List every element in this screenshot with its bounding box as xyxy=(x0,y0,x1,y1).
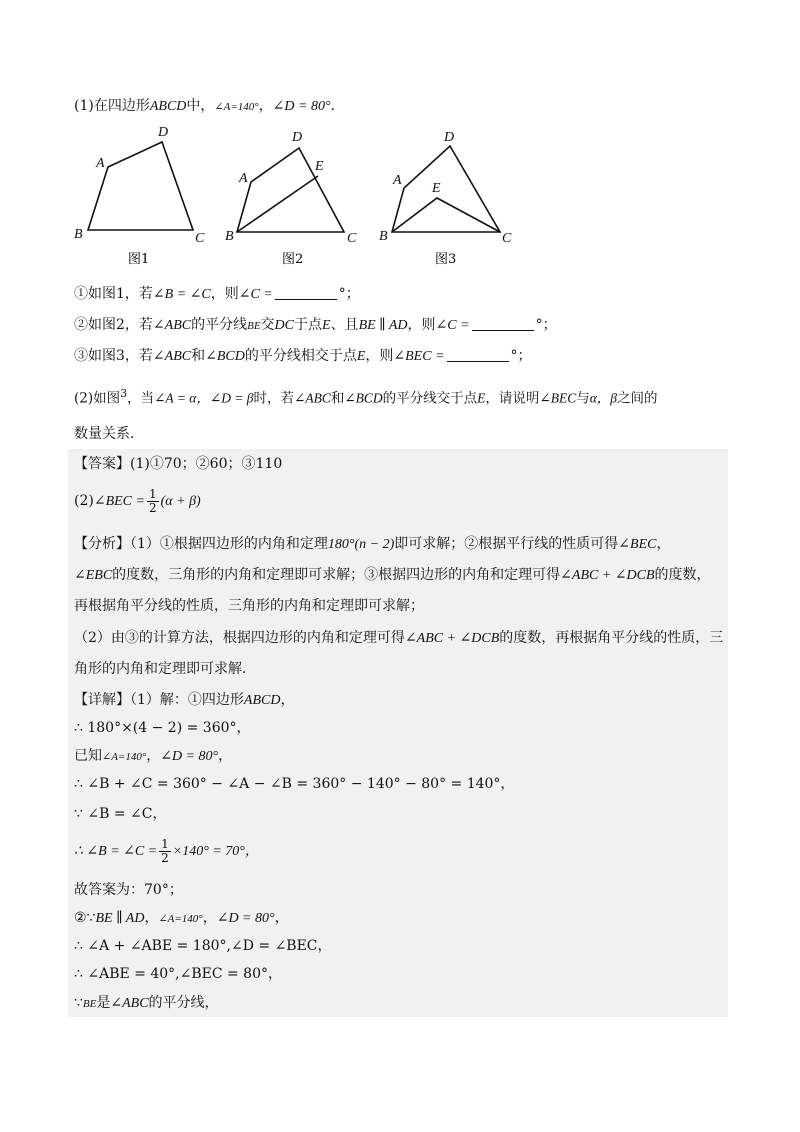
detail-line5: ∵ ∠B = ∠C， xyxy=(74,806,167,822)
math: ∠ABC xyxy=(152,349,192,364)
math: E xyxy=(477,390,486,406)
text: ，当 xyxy=(127,390,155,407)
detail-line2: ∴ 180°×(4 − 2) = 360°， xyxy=(74,720,251,736)
detail-line8 xyxy=(74,908,289,929)
fig3-label-c: C xyxy=(502,231,512,246)
detail-line6 xyxy=(74,836,259,867)
detail-line7 xyxy=(74,880,183,900)
math: ∠BEC xyxy=(539,390,577,406)
fig3-label-d: D xyxy=(444,130,455,145)
math: ABCD xyxy=(149,99,187,114)
fraction xyxy=(147,488,159,515)
answer-value: 70 xyxy=(163,456,182,472)
math: (α + β) xyxy=(160,494,201,509)
fig2-caption: 图2 xyxy=(282,252,304,267)
text: ，则 xyxy=(407,317,436,333)
text: 中， xyxy=(186,98,215,114)
text: 于点 xyxy=(294,317,322,333)
math: ∠B = ∠C xyxy=(152,287,211,302)
text: 的平分线 xyxy=(191,317,248,333)
text: 的平分线， xyxy=(148,995,219,1011)
answer-value: 60 xyxy=(209,456,228,472)
item-3 xyxy=(74,346,532,367)
fig2-label-c: C xyxy=(347,231,357,246)
text: 【答案】(1)① xyxy=(74,456,164,472)
text: 时，若 xyxy=(253,390,295,407)
fig2-label-a: A xyxy=(239,171,248,186)
fig2-label-e: E xyxy=(315,159,324,174)
detail-line11 xyxy=(74,993,219,1014)
fraction-num: 1 xyxy=(161,836,169,851)
text: (2)如图 xyxy=(74,390,121,407)
part1-intro xyxy=(74,96,345,117)
answer-value: 110 xyxy=(255,456,283,472)
math: ∠BEC xyxy=(618,537,657,552)
fig3-label-e: E xyxy=(432,181,441,196)
text: ，请说明 xyxy=(485,390,540,407)
text: 的度数， xyxy=(654,567,711,583)
text: ；② xyxy=(181,456,210,472)
detail-line4: ∴ ∠B + ∠C = 360° − ∠A − ∠B = 360° − 140° − 80° = 140°， xyxy=(74,776,515,792)
math: BE ∥ AD xyxy=(95,911,145,926)
text: ①如图1，若 xyxy=(74,286,153,302)
math: ∠ABC xyxy=(152,318,192,333)
math: ∠ABC + ∠DCB xyxy=(560,568,655,583)
math: DC xyxy=(274,318,294,333)
math: BE ∥ AD xyxy=(358,318,408,333)
math: ∠ABC + ∠DCB xyxy=(404,631,500,646)
figure-3 xyxy=(392,146,500,232)
item-1 xyxy=(74,284,360,305)
answer-value: 70° xyxy=(144,882,169,898)
detail-line3 xyxy=(74,746,232,767)
text: ； xyxy=(168,882,183,898)
text: 的平分线相交于点 xyxy=(244,348,357,364)
math: 180°(n − 2) xyxy=(327,537,395,552)
figure-2 xyxy=(237,148,344,232)
fig1-label-d: D xyxy=(158,125,169,140)
math: ∠C = xyxy=(435,318,470,333)
answer-blank[interactable] xyxy=(447,347,509,362)
text: 【分析】（1）①根据四边形的内角和定理 xyxy=(74,536,328,552)
math: ∠BEC = xyxy=(393,349,445,364)
detail-line9: ∴ ∠A + ∠ABE = 180°,∠D = ∠BEC， xyxy=(74,938,332,954)
math: ∠A=140° xyxy=(214,101,259,113)
text: 的度数，三角形的内角和定理即可求解；③根据四边形的内角和定理可得 xyxy=(112,567,561,583)
analysis-line1 xyxy=(74,534,670,555)
text: ②如图2，若 xyxy=(74,317,153,333)
math: ABCD xyxy=(243,693,281,708)
text: 和 xyxy=(330,390,345,407)
answer-line2 xyxy=(74,486,201,517)
math: ∠A=140° xyxy=(158,913,203,925)
math: ∠ABC xyxy=(294,390,331,406)
text: 交 xyxy=(260,317,275,333)
math: ∠EBC xyxy=(74,568,113,583)
text: 即可求解；②根据平行线的性质可得 xyxy=(394,536,619,552)
math: E xyxy=(322,318,331,333)
math: BE xyxy=(247,320,261,332)
text: 之间的 xyxy=(617,390,658,407)
text: 的平分线交于点 xyxy=(382,390,478,407)
math: ∠BCD xyxy=(344,390,383,406)
text: 与 xyxy=(576,390,590,407)
text: 3 xyxy=(120,387,128,400)
text: °； xyxy=(510,348,532,364)
math: BE xyxy=(82,998,97,1010)
text: 【详解】（1）解：①四边形 xyxy=(74,692,244,708)
text: 和 xyxy=(191,348,206,364)
text: ，则 xyxy=(210,286,239,302)
text: ，则 xyxy=(365,348,394,364)
text: ， xyxy=(202,910,217,926)
text: ， xyxy=(258,98,273,114)
analysis-line4 xyxy=(74,628,723,649)
math: ∠ABC xyxy=(110,996,149,1011)
text: 已知 xyxy=(74,748,102,764)
math: ∴ ∠B = ∠C = xyxy=(74,844,158,859)
fig1-caption: 图1 xyxy=(128,252,150,267)
math: ∠D = 80° xyxy=(272,99,331,114)
math: ∠BCD xyxy=(205,349,245,364)
text: °； xyxy=(338,286,360,302)
fig2-label-d: D xyxy=(292,130,303,145)
text: ；③ xyxy=(227,456,256,472)
item-2 xyxy=(74,315,557,336)
detail-line10: ∴ ∠ABE = 40°,∠BEC = 80°， xyxy=(74,966,282,982)
detail-line1 xyxy=(74,690,294,711)
fig1-label-c: C xyxy=(195,231,205,246)
text: ， xyxy=(146,748,161,764)
figures xyxy=(0,120,800,270)
analysis-line2 xyxy=(74,565,711,586)
math: E xyxy=(356,349,366,364)
text: ∵ xyxy=(74,995,83,1011)
fraction xyxy=(159,838,171,865)
text: 故答案为： xyxy=(74,882,144,898)
fraction-den: 2 xyxy=(161,850,169,865)
text: ③如图3，若 xyxy=(74,348,153,364)
fraction-den: 2 xyxy=(148,500,157,515)
fig1-label-b: B xyxy=(74,227,83,242)
text: （2）由③的计算方法，根据四边形的内角和定理可得 xyxy=(74,630,405,646)
math: ∠C = xyxy=(238,287,273,302)
math: ∠BEC = xyxy=(93,494,145,509)
text: ②∵ xyxy=(74,910,96,926)
text: °； xyxy=(535,317,557,333)
part2-line1 xyxy=(74,384,658,409)
math: ∠D = 80° xyxy=(160,749,219,764)
text: (2) xyxy=(74,493,94,509)
fig3-label-a: A xyxy=(393,173,402,188)
text: ． xyxy=(330,98,345,114)
analysis-line3: 再根据角平分线的性质，三角形的内角和定理即可求解； xyxy=(74,598,424,614)
analysis-line5: 角形的内角和定理即可求解． xyxy=(74,661,256,677)
text: ， xyxy=(274,910,289,926)
text: 是 xyxy=(96,995,111,1011)
text: 、且 xyxy=(330,317,359,333)
text: ， xyxy=(218,748,233,764)
answer-line1 xyxy=(74,454,282,474)
text: ， xyxy=(280,692,295,708)
math: ∠D = 80° xyxy=(216,911,275,926)
text: ， xyxy=(656,536,671,552)
text: 的度数，再根据角平分线的性质，三 xyxy=(499,630,724,646)
fig3-label-b: B xyxy=(379,229,388,244)
text: ， xyxy=(144,910,159,926)
math: ∠A = α，∠D = β xyxy=(154,390,254,406)
answer-blank[interactable] xyxy=(275,285,337,300)
text: (1)在四边形 xyxy=(74,98,150,114)
fig2-label-b: B xyxy=(225,229,234,244)
fig1-label-a: A xyxy=(96,156,105,171)
fig3-caption: 图3 xyxy=(435,252,457,267)
math: α，β xyxy=(589,390,618,406)
math: ×140° = 70°， xyxy=(172,844,259,859)
part2-line2: 数量关系． xyxy=(74,426,144,442)
math: ∠A=140° xyxy=(102,751,147,763)
fraction-num: 1 xyxy=(148,486,157,501)
answer-blank[interactable] xyxy=(472,316,534,331)
